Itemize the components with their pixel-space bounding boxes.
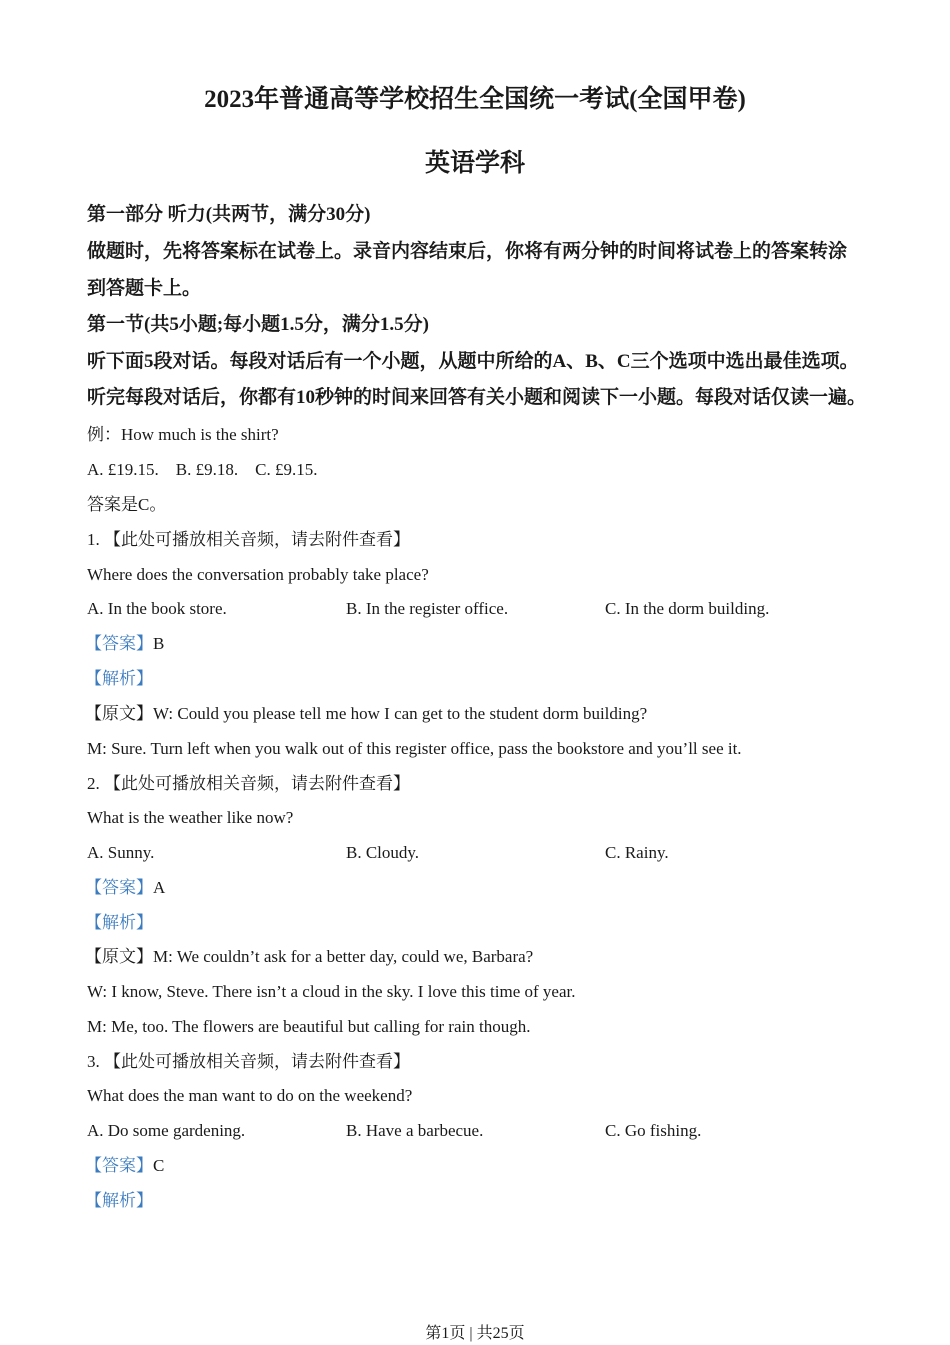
transcript-label: 【原文】 — [85, 947, 153, 966]
transcript-text: W: Could you please tell me how I can get to the student dorm building? — [153, 704, 648, 723]
example-question: 例：How much is the shirt? — [87, 425, 279, 444]
answer-label: 【答案】 — [85, 878, 153, 897]
part1-heading: 第一部分 听力(共两节，满分30分) — [87, 204, 371, 225]
part1-instruction: 到答题卡上。 — [87, 278, 202, 299]
option-c: C. In the dorm building. — [605, 599, 770, 618]
option-a: A. Sunny. — [87, 843, 155, 862]
answer-line — [85, 877, 165, 899]
option-b: B. In the register office. — [346, 599, 509, 618]
transcript-text: M: Me, too. The flowers are beautiful but calling for rain though. — [87, 1017, 531, 1036]
part1-instruction: 做题时，先将答案标在试卷上。录音内容结束后，你将有两分钟的时间将试卷上的答案转涂 — [87, 241, 848, 262]
example-options: A. £19.15. B. £9.18. C. £9.15. — [87, 460, 318, 479]
section1-instruction: 听完每段对话后，你都有10秒钟的时间来回答有关小题和阅读下一小题。每段对话仅读一遍。 — [87, 387, 867, 408]
option-b: B. Have a barbecue. — [346, 1121, 484, 1140]
option-c: C. Go fishing. — [605, 1121, 702, 1140]
example-answer: 答案是C。 — [87, 495, 167, 514]
question-number: 3. 【此处可播放相关音频，请去附件查看】 — [87, 1052, 410, 1071]
question-number: 2. 【此处可播放相关音频，请去附件查看】 — [87, 774, 410, 793]
section1-instruction: 听下面5段对话。每段对话后有一个小题，从题中所给的A、B、C三个选项中选出最佳选项。 — [87, 351, 859, 372]
answer-line — [85, 633, 164, 655]
transcript-text: M: Sure. Turn left when you walk out of this register office, pass the bookstore and you’ll see it. — [87, 739, 742, 758]
transcript-label: 【原文】 — [85, 704, 153, 723]
answer-label: 【答案】 — [85, 634, 153, 653]
transcript-line — [85, 703, 647, 725]
transcript-text: M: We couldn’t ask for a better day, could we, Barbara? — [153, 947, 534, 966]
section1-heading: 第一节(共5小题;每小题1.5分，满分1.5分) — [87, 314, 429, 335]
analysis-label: 【解析】 — [85, 913, 153, 932]
option-a: A. In the book store. — [87, 599, 227, 618]
option-a: A. Do some gardening. — [87, 1121, 246, 1140]
exam-title: 2023年普通高等学校招生全国统一考试(全国甲卷) — [204, 86, 746, 113]
transcript-text: W: I know, Steve. There isn’t a cloud in the sky. I love this time of year. — [87, 982, 576, 1001]
option-b: B. Cloudy. — [346, 843, 420, 862]
answer-value: B — [153, 634, 165, 653]
answer-value: C — [153, 1156, 165, 1175]
subject-title: 英语学科 — [424, 150, 525, 177]
transcript-line — [85, 946, 533, 968]
answer-value: A — [153, 878, 166, 897]
page-footer: 第1页 | 共25页 — [425, 1325, 525, 1342]
question-number: 1. 【此处可播放相关音频，请去附件查看】 — [87, 530, 410, 549]
analysis-label: 【解析】 — [85, 669, 153, 688]
answer-label: 【答案】 — [85, 1156, 153, 1175]
analysis-label: 【解析】 — [85, 1191, 153, 1210]
question-text: What is the weather like now? — [87, 808, 294, 827]
answer-line — [85, 1155, 164, 1177]
option-c: C. Rainy. — [605, 843, 669, 862]
question-text: Where does the conversation probably take place? — [87, 565, 429, 584]
question-text: What does the man want to do on the weekend? — [87, 1086, 413, 1105]
